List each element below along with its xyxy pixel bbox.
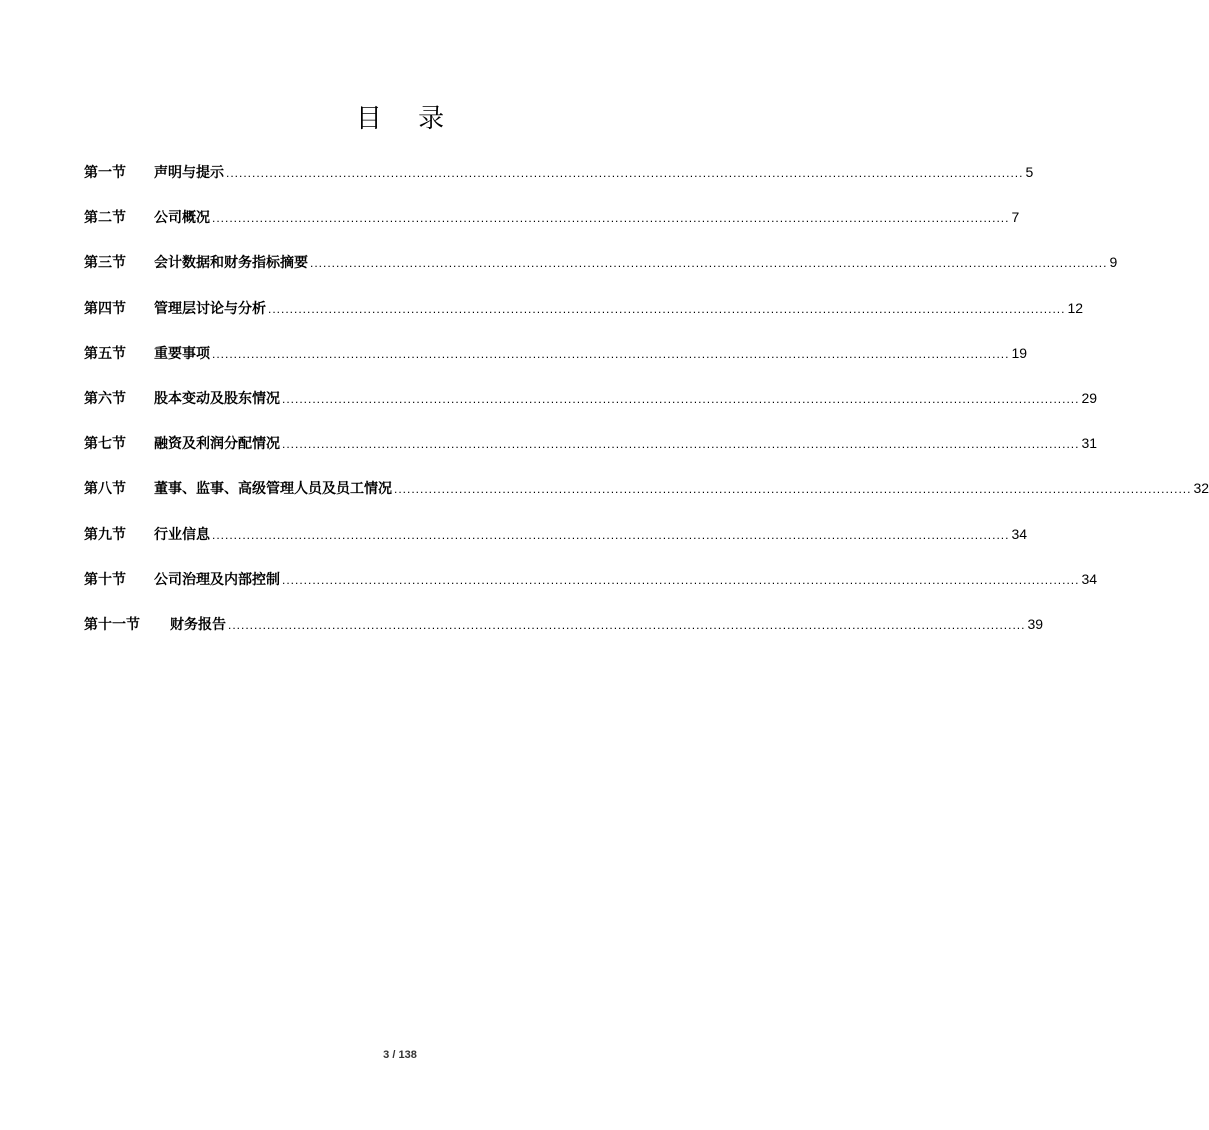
toc-section-title: 声明与提示	[154, 165, 224, 181]
toc-leader-dots: ........................................................................................................................................................................................	[310, 256, 1108, 271]
toc-leader-dots: ........................................................................................................................................................................................	[282, 391, 1080, 406]
toc-section-number: 第二节	[84, 210, 126, 227]
toc-leader-dots: ........................................................................................................................................................................................	[212, 346, 1010, 361]
toc-section-title: 财务报告	[170, 616, 226, 633]
toc-section-title: 重要事项	[154, 345, 210, 362]
toc-section-number: 第一节	[84, 165, 126, 181]
toc-section-number: 第七节	[84, 436, 126, 453]
toc-page-number: 12	[1067, 299, 1084, 316]
toc-leader-dots: ........................................................................................................................................................................................	[212, 211, 1010, 226]
toc-page-number: 9	[1109, 254, 1118, 271]
toc-entry-9[interactable]	[84, 524, 1028, 569]
toc-entry-10[interactable]	[84, 569, 1098, 614]
toc-section-title: 股本变动及股东情况	[154, 390, 280, 407]
toc-leader-dots: ........................................................................................................................................................................................	[268, 301, 1066, 316]
toc-section-number: 第五节	[84, 345, 126, 362]
toc-leader-dots: ........................................................................................................................................................................................	[282, 437, 1080, 452]
toc-leader-dots: ........................................................................................................................................................................................	[394, 482, 1192, 497]
table-of-contents	[84, 162, 1209, 659]
page-number-footer: 3 / 138	[383, 1049, 417, 1061]
toc-page-number: 29	[1081, 389, 1098, 406]
toc-section-number: 第八节	[84, 481, 126, 498]
toc-section-number: 第三节	[84, 255, 126, 272]
toc-entry-4[interactable]	[84, 298, 1084, 343]
toc-leader-dots: ........................................................................................................................................................................................	[282, 572, 1080, 587]
toc-section-title: 行业信息	[154, 526, 210, 543]
page-title: 目 录	[355, 104, 459, 134]
toc-entry-3[interactable]	[84, 252, 1118, 297]
toc-page-number: 39	[1027, 615, 1044, 632]
toc-section-number: 第十节	[84, 571, 126, 588]
toc-section-title: 融资及利润分配情况	[154, 436, 280, 453]
toc-leader-dots: ........................................................................................................................................................................................	[226, 166, 1024, 180]
toc-section-title: 公司概况	[154, 210, 210, 227]
toc-entry-6[interactable]	[84, 388, 1098, 433]
toc-page-number: 34	[1081, 570, 1098, 587]
toc-section-number: 第九节	[84, 526, 126, 543]
toc-page-number: 34	[1011, 525, 1028, 542]
toc-section-number: 第十一节	[84, 616, 140, 633]
toc-section-number: 第六节	[84, 390, 126, 407]
toc-entry-1[interactable]	[84, 162, 1034, 207]
toc-page-number: 31	[1081, 435, 1098, 452]
toc-page-number: 19	[1011, 344, 1028, 361]
toc-page-number: 32	[1193, 480, 1209, 497]
toc-entry-11[interactable]	[84, 614, 1044, 659]
toc-page-number: 5	[1025, 164, 1034, 180]
toc-leader-dots: ........................................................................................................................................................................................	[228, 617, 1026, 632]
toc-entry-5[interactable]	[84, 343, 1028, 388]
toc-entry-8[interactable]	[84, 478, 1209, 523]
toc-page-number: 7	[1011, 209, 1020, 226]
toc-leader-dots: ........................................................................................................................................................................................	[212, 527, 1010, 542]
toc-section-number: 第四节	[84, 300, 126, 317]
toc-entry-2[interactable]	[84, 207, 1020, 252]
toc-section-title: 会计数据和财务指标摘要	[154, 255, 308, 272]
toc-section-title: 公司治理及内部控制	[154, 571, 280, 588]
toc-section-title: 董事、监事、高级管理人员及员工情况	[154, 481, 392, 498]
toc-section-title: 管理层讨论与分析	[154, 300, 266, 317]
toc-entry-7[interactable]	[84, 433, 1098, 478]
